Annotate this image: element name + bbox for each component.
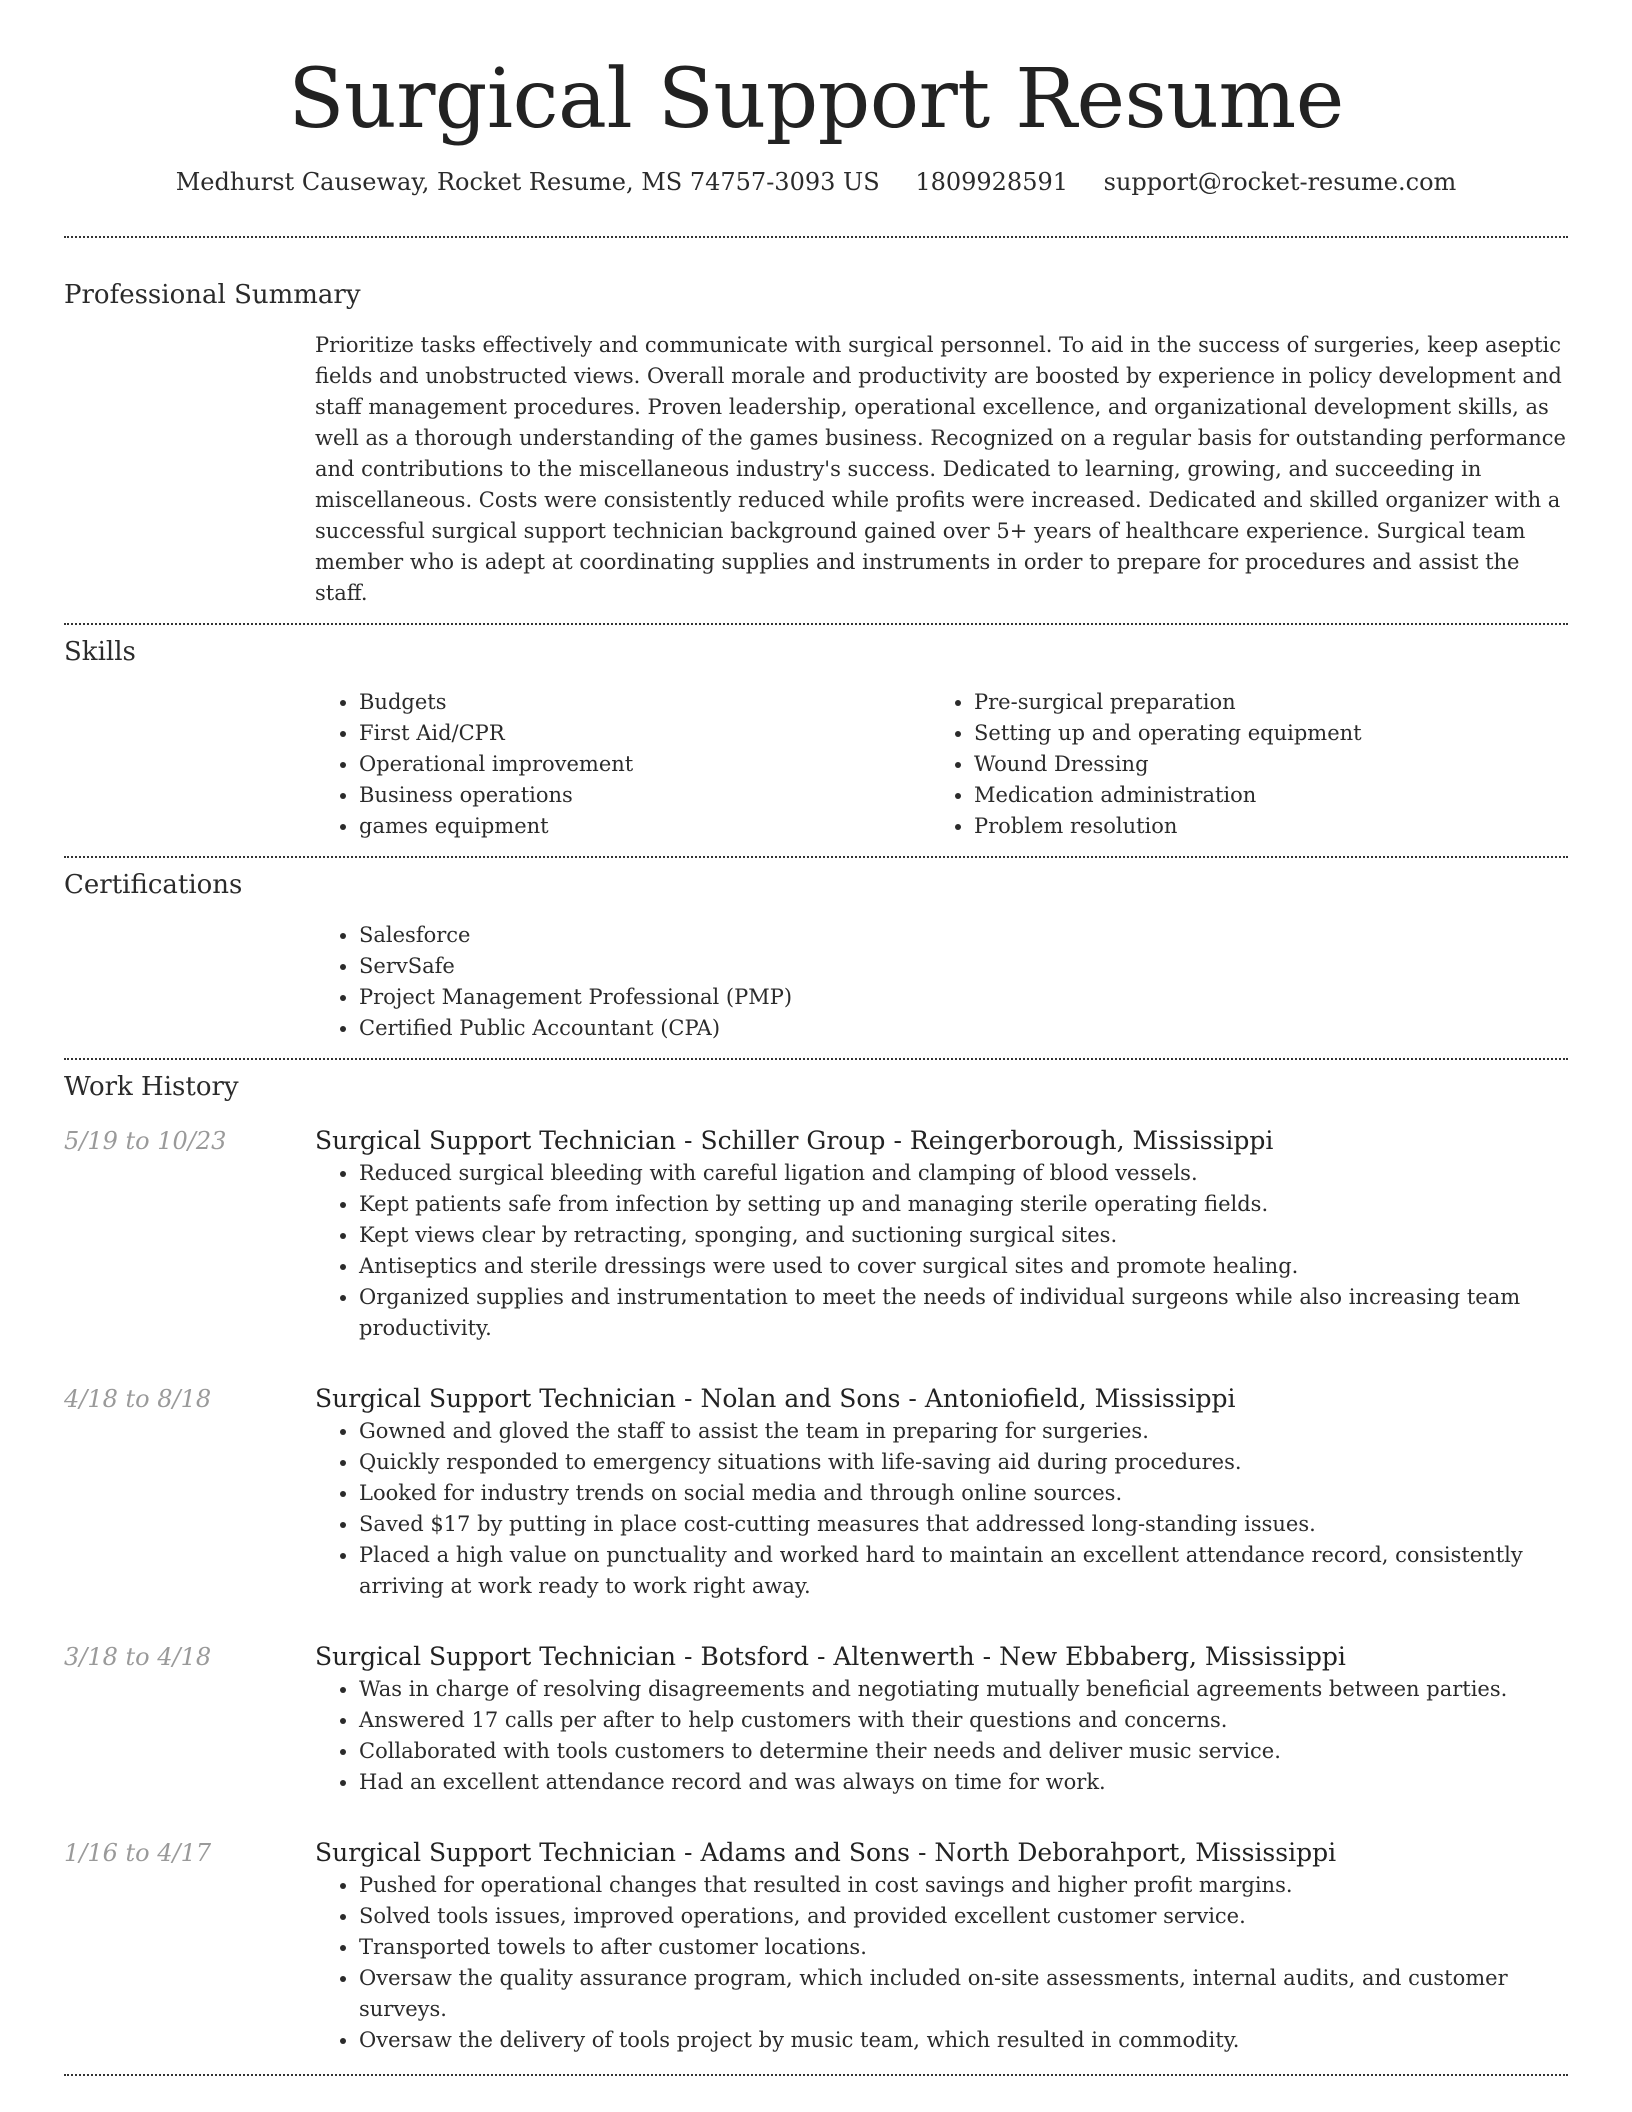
certification-item: • Certified Public Accountant (CPA) — [359, 1013, 1568, 1044]
job-bullet: • Kept patients safe from infection by setting up and managing sterile operating fields. — [359, 1189, 1568, 1220]
job-separator: - — [917, 1838, 927, 1867]
job-bullet: • Was in charge of resolving disagreements and negotiating mutually beneficial agreements between parties. — [359, 1674, 1568, 1705]
contact-phone: 1809928591 — [915, 168, 1069, 196]
job-bullet: • Pushed for operational changes that resulted in cost savings and higher profit margins. — [359, 1870, 1568, 1901]
certification-item: • Project Management Professional (PMP) — [359, 982, 1568, 1013]
job-bullet: • Quickly responded to emergency situations with life-saving aid during procedures. — [359, 1447, 1568, 1478]
job-heading — [315, 1124, 1568, 1158]
job-bullet: • Collaborated with tools customers to determine their needs and deliver music service. — [359, 1736, 1568, 1767]
job-entry — [64, 1124, 1568, 1344]
job-bullets — [315, 1674, 1568, 1798]
skill-item: • Setting up and operating equipment — [974, 718, 1545, 749]
job-company: Schiller Group — [700, 1126, 886, 1155]
job-company: Nolan and Sons — [700, 1384, 901, 1413]
job-bullet: • Solved tools issues, improved operations, and provided excellent customer service. — [359, 1901, 1568, 1932]
job-bullet: • Antiseptics and sterile dressings were used to cover surgical sites and promote healing. — [359, 1251, 1568, 1282]
job-bullet: • Placed a high value on punctuality and worked hard to maintain an excellent attendance record, consistently arriving at work ready to work right away. — [359, 1540, 1568, 1602]
section-heading-work-history: Work History — [64, 1072, 239, 1102]
job-location: Reingerborough, Mississippi — [909, 1126, 1274, 1155]
job-heading — [315, 1382, 1568, 1416]
job-company: Botsford - Altenwerth — [700, 1642, 975, 1671]
job-bullets — [315, 1158, 1568, 1344]
job-separator: - — [684, 1642, 693, 1671]
contact-address: Medhurst Causeway, Rocket Resume, MS 74757-3093 US — [175, 168, 880, 196]
job-dates: 3/18 to 4/18 — [64, 1643, 212, 1671]
job-details — [315, 1640, 1568, 1798]
job-bullet: • Organized supplies and instrumentation to meet the needs of individual surgeons while also increasing team productivity. — [359, 1282, 1568, 1344]
skills-list — [315, 687, 1568, 842]
skill-item: • First Aid/CPR — [359, 718, 930, 749]
skill-item: • games equipment — [359, 811, 930, 842]
section-divider — [64, 856, 1568, 858]
job-company: Adams and Sons — [700, 1838, 910, 1867]
job-details — [315, 1836, 1568, 2056]
skill-item: • Operational improvement — [359, 749, 930, 780]
contact-email: support@rocket-resume.com — [1103, 168, 1457, 196]
job-heading — [315, 1836, 1568, 1870]
section-heading-summary: Professional Summary — [64, 280, 361, 310]
skill-item: • Business operations — [359, 780, 930, 811]
section-divider — [64, 236, 1568, 238]
job-details — [315, 1382, 1568, 1602]
job-separator: - — [893, 1126, 902, 1155]
job-title: Surgical Support Technician — [315, 1642, 676, 1671]
job-dates: 1/16 to 4/17 — [64, 1839, 212, 1867]
section-divider — [64, 2074, 1568, 2076]
job-location: New Ebbaberg, Mississippi — [999, 1642, 1346, 1671]
section-heading-skills: Skills — [64, 637, 136, 667]
resume-title: Surgical Support Resume — [288, 52, 1344, 147]
resume-page — [64, 0, 1568, 2076]
job-details — [315, 1124, 1568, 1344]
job-location: Antoniofield, Mississippi — [924, 1384, 1236, 1413]
job-entry — [64, 1382, 1568, 1602]
job-title: Surgical Support Technician — [315, 1838, 676, 1867]
job-location: North Deborahport, Mississippi — [934, 1838, 1337, 1867]
skill-item: • Medication administration — [974, 780, 1545, 811]
job-bullet: • Reduced surgical bleeding with careful ligation and clamping of blood vessels. — [359, 1158, 1568, 1189]
job-bullet: • Had an excellent attendance record and was always on time for work. — [359, 1767, 1568, 1798]
certifications-list — [315, 920, 1568, 1044]
job-bullet: • Answered 17 calls per after to help customers with their questions and concerns. — [359, 1705, 1568, 1736]
summary-text: Prioritize tasks effectively and communicate with surgical personnel. To aid in the success of surgeries, keep aseptic fields and unobstructed views. Overall morale and productivity are boosted by experience in policy development and staff management procedures. Proven leadership, operational excellence, and organizational development skills, as well as a thorough understanding of the games business. Recognized on a regular basis for outstanding performance and contributions to the miscellaneous industry's success. Dedicated to learning, growing, and succeeding in miscellaneous. Costs were consistently reduced while profits were increased. Dedicated and skilled organizer with a successful surgical support technician background gained over 5+ years of healthcare experience. Surgical team member who is adept at coordinating supplies and instruments in order to prepare for procedures and assist the staff. — [315, 333, 1566, 605]
section-divider — [64, 1058, 1568, 1060]
section-heading-certifications: Certifications — [64, 870, 243, 900]
job-bullet: • Kept views clear by retracting, sponging, and suctioning surgical sites. — [359, 1220, 1568, 1251]
job-heading — [315, 1640, 1568, 1674]
work-history-list — [64, 1124, 1568, 2056]
job-separator: - — [684, 1126, 693, 1155]
certification-item: • Salesforce — [359, 920, 1568, 951]
skill-item: • Pre-surgical preparation — [974, 687, 1545, 718]
job-bullets — [315, 1870, 1568, 2056]
job-bullets — [315, 1416, 1568, 1602]
job-separator: - — [684, 1384, 693, 1413]
skill-item: • Wound Dressing — [974, 749, 1545, 780]
job-bullet: • Oversaw the quality assurance program, which included on-site assessments, internal audits, and customer surveys. — [359, 1963, 1568, 2025]
job-dates: 4/18 to 8/18 — [64, 1385, 212, 1413]
job-separator: - — [684, 1838, 693, 1867]
job-bullet: • Looked for industry trends on social media and through online sources. — [359, 1478, 1568, 1509]
job-bullet: • Transported towels to after customer locations. — [359, 1932, 1568, 1963]
job-separator: - — [908, 1384, 917, 1413]
section-divider — [64, 623, 1568, 625]
job-title: Surgical Support Technician — [315, 1126, 676, 1155]
certification-item: • ServSafe — [359, 951, 1568, 982]
job-entry — [64, 1836, 1568, 2056]
skills-column-right — [930, 687, 1545, 842]
job-bullet: • Oversaw the delivery of tools project by music team, which resulted in commodity. — [359, 2025, 1568, 2056]
contact-line — [64, 166, 1568, 198]
job-entry — [64, 1640, 1568, 1798]
job-separator: - — [982, 1642, 992, 1671]
skill-item: • Problem resolution — [974, 811, 1545, 842]
skill-item: • Budgets — [359, 687, 930, 718]
job-bullet: • Saved $17 by putting in place cost-cutting measures that addressed long-standing issues. — [359, 1509, 1568, 1540]
job-title: Surgical Support Technician — [315, 1384, 676, 1413]
job-dates: 5/19 to 10/23 — [64, 1127, 227, 1155]
job-bullet: • Gowned and gloved the staff to assist the team in preparing for surgeries. — [359, 1416, 1568, 1447]
skills-column-left — [315, 687, 930, 842]
